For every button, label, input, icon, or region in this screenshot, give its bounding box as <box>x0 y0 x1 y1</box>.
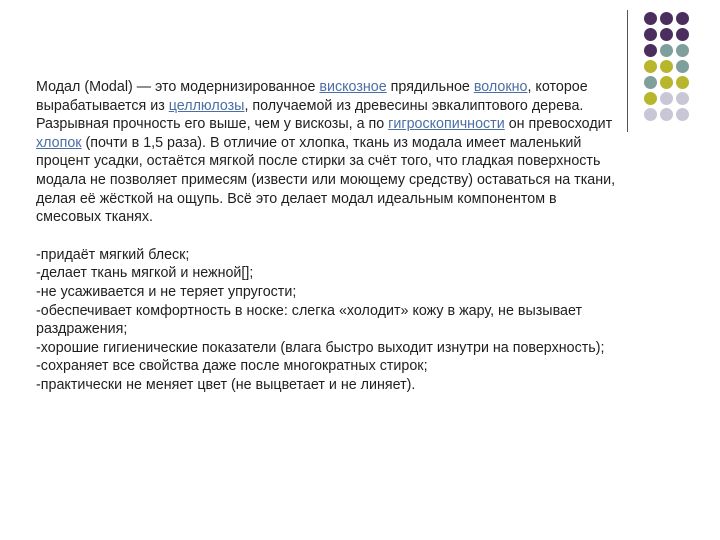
paragraph-spacer <box>36 227 621 246</box>
decorative-dot <box>660 76 673 89</box>
list-item: -придаёт мягкий блеск; <box>36 246 190 263</box>
decorative-dot <box>676 28 689 41</box>
decorative-dot <box>676 12 689 25</box>
paragraph-text-1: Модал (Modal) — это модернизированное <box>36 79 320 95</box>
decorative-dot <box>676 44 689 57</box>
decorative-dot <box>644 92 657 105</box>
decorative-dot <box>644 108 657 121</box>
decorative-dot <box>660 92 673 105</box>
link-viscose[interactable]: вискозное <box>319 79 387 95</box>
decorative-dot <box>660 44 673 57</box>
decorative-dot <box>660 60 673 73</box>
link-hygroscopicity[interactable]: гигроскопичности <box>388 116 505 133</box>
list-item: -сохраняет все свойства даже после многократных стирок; <box>36 358 428 375</box>
decorative-dot <box>644 12 657 25</box>
decorative-dot <box>676 76 689 89</box>
decorative-dot <box>676 92 689 105</box>
decorative-dot <box>660 28 673 41</box>
decorative-dot-grid <box>640 10 710 120</box>
vertical-divider <box>627 10 628 132</box>
decorative-dot <box>644 28 657 41</box>
decorative-dot <box>644 60 657 73</box>
link-cellulose[interactable]: целлюлозы <box>168 97 245 114</box>
list-item: -обеспечивает комфортность в носке: слегка «холодит» кожу в жару, не вызывает раздражения; <box>36 302 582 338</box>
decorative-dot <box>676 108 689 121</box>
decorative-dot <box>644 76 657 89</box>
decorative-dot <box>660 12 673 25</box>
decorative-dot <box>644 44 657 57</box>
list-item: -практически не меняет цвет (не выцветает и не линяет). <box>36 376 416 393</box>
properties-list <box>36 246 621 395</box>
paragraph-text-3: , которое вырабатывается из <box>36 79 588 114</box>
paragraph-text-6: (почти в 1,5 раза). В отличие от хлопка, ткань из модала имеет маленький процент усадки, остаётся мягкой после стирки за счёт того, что гладкая поверхность модала не позволяет примесям (извести или моющему средству) оставаться на ткани, делая её жёсткой на ощупь. Всё это делает модал идеальным компонентом в смесовых тканях. <box>36 134 616 226</box>
paragraph-text-2: прядильное <box>386 79 474 95</box>
decorative-dot <box>676 60 689 73</box>
list-item: -не усаживается и не теряет упругости; <box>36 283 297 300</box>
decorative-dot <box>660 108 673 121</box>
paragraph-text-5: он превосходит <box>504 116 613 133</box>
list-item: -хорошие гигиенические показатели (влага быстро выходит изнутри на поверхность); <box>36 339 605 356</box>
paragraph-text-4: , получаемой из древесины эвкалиптового дерева. Разрывная прочность его выше, чем у вискозы, а по <box>36 97 584 133</box>
link-cotton[interactable]: хлопок <box>36 134 82 151</box>
list-item: -делает ткань мягкой и нежной[]; <box>36 265 254 282</box>
link-fiber[interactable]: волокно <box>473 79 528 95</box>
slide-content <box>36 78 621 395</box>
description-paragraph <box>36 78 621 227</box>
